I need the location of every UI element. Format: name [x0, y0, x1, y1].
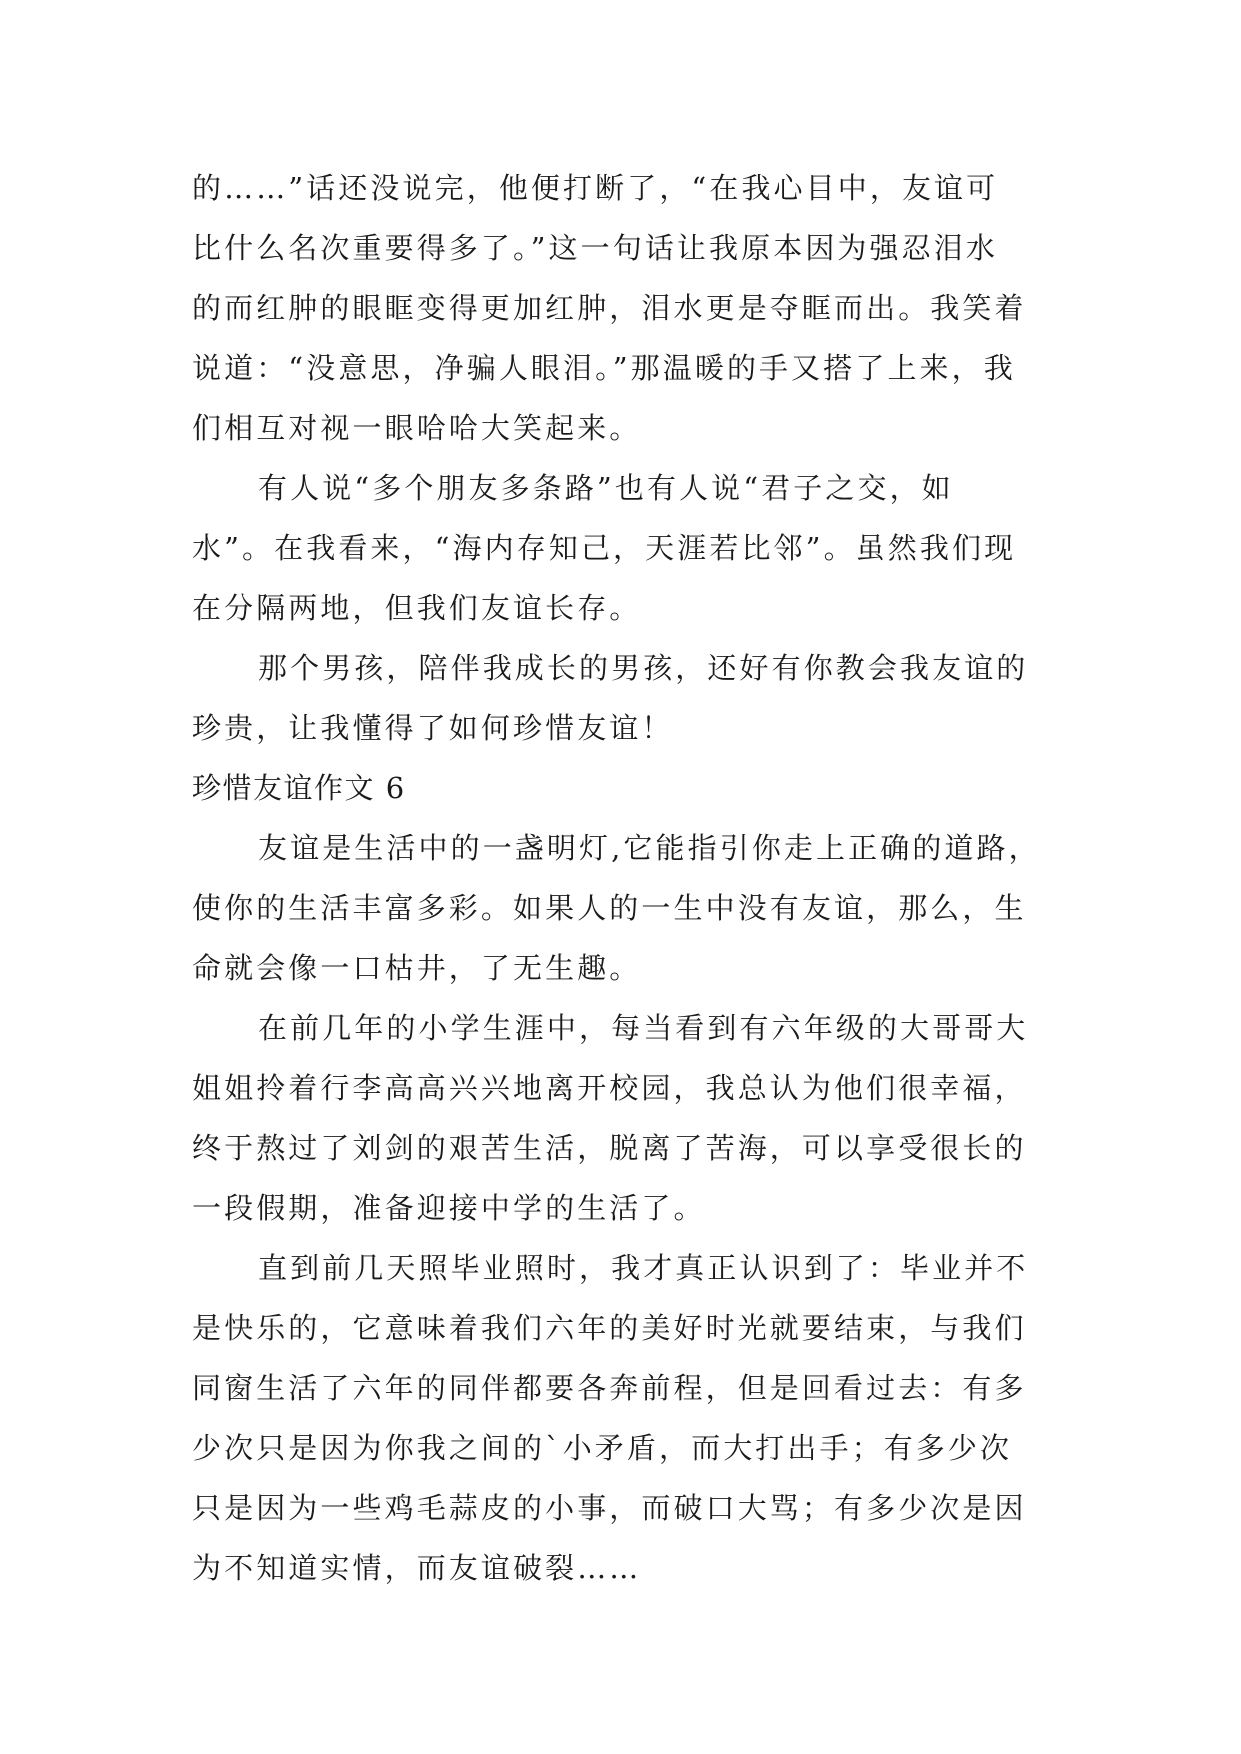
paragraph-2: [192, 458, 1072, 638]
text-line: 直到前几天照毕业照时，我才真正认识到了：毕业并不: [258, 1251, 1029, 1285]
paragraph-5: [192, 998, 1072, 1238]
text-line: 是快乐的，它意味着我们六年的美好时光就要结束，与我们: [192, 1311, 1027, 1345]
paragraph-3: [192, 638, 1072, 758]
text-line: 说道：“没意思，净骗人眼泪。”那温暖的手又搭了上来，我: [192, 351, 1016, 385]
text-line: 为不知道实情，而友谊破裂……: [192, 1551, 642, 1585]
text-line: 珍贵，让我懂得了如何珍惜友谊！: [192, 711, 674, 745]
paragraph-4: [192, 818, 1072, 998]
text-line: 命就会像一口枯井，了无生趣。: [192, 951, 642, 985]
text-line: 姐姐拎着行李高高兴兴地离开校园，我总认为他们很幸福，: [192, 1071, 1027, 1105]
text-line: 的而红肿的眼眶变得更加红肿，泪水更是夺眶而出。我笑着: [192, 291, 1027, 325]
text-line: 少次只是因为你我之间的`小矛盾，而大打出手；有多少次: [192, 1431, 1013, 1465]
text-line: 终于熬过了刘剑的艰苦生活，脱离了苦海，可以享受很长的: [192, 1131, 1027, 1165]
paragraph-6: [192, 1238, 1072, 1598]
text-line: 那个男孩，陪伴我成长的男孩，还好有你教会我友谊的: [258, 651, 1029, 685]
text-line: 有人说“多个朋友多条路”也有人说“君子之交，如: [258, 471, 954, 505]
text-line: 水”。在我看来，“海内存知己，天涯若比邻”。虽然我们现: [192, 531, 1017, 565]
text-line: 比什么名次重要得多了。”这一句话让我原本因为强忍泪水: [192, 231, 998, 265]
text-line: 在分隔两地，但我们友谊长存。: [192, 591, 642, 625]
text-line: 们相互对视一眼哈哈大笑起来。: [192, 411, 642, 445]
text-line: 同窗生活了六年的同伴都要各奔前程，但是回看过去：有多: [192, 1371, 1027, 1405]
text-line: 一段假期，准备迎接中学的生活了。: [192, 1191, 706, 1225]
text-line: 的……”话还没说完，他便打断了，“在我心目中，友谊可: [192, 171, 999, 205]
text-line: 使你的生活丰富多彩。如果人的一生中没有友谊，那么，生: [192, 891, 1027, 925]
text-line: 在前几年的小学生涯中，每当看到有六年级的大哥哥大: [258, 1011, 1029, 1045]
document-body: [192, 158, 1072, 1598]
essay-heading: 珍惜友谊作文 6: [192, 771, 406, 805]
text-line: 只是因为一些鸡毛蒜皮的小事，而破口大骂；有多少次是因: [192, 1491, 1027, 1525]
text-line: 友谊是生活中的一盏明灯,它能指引你走上正确的道路，: [258, 831, 1041, 865]
paragraph-1: [192, 158, 1072, 458]
